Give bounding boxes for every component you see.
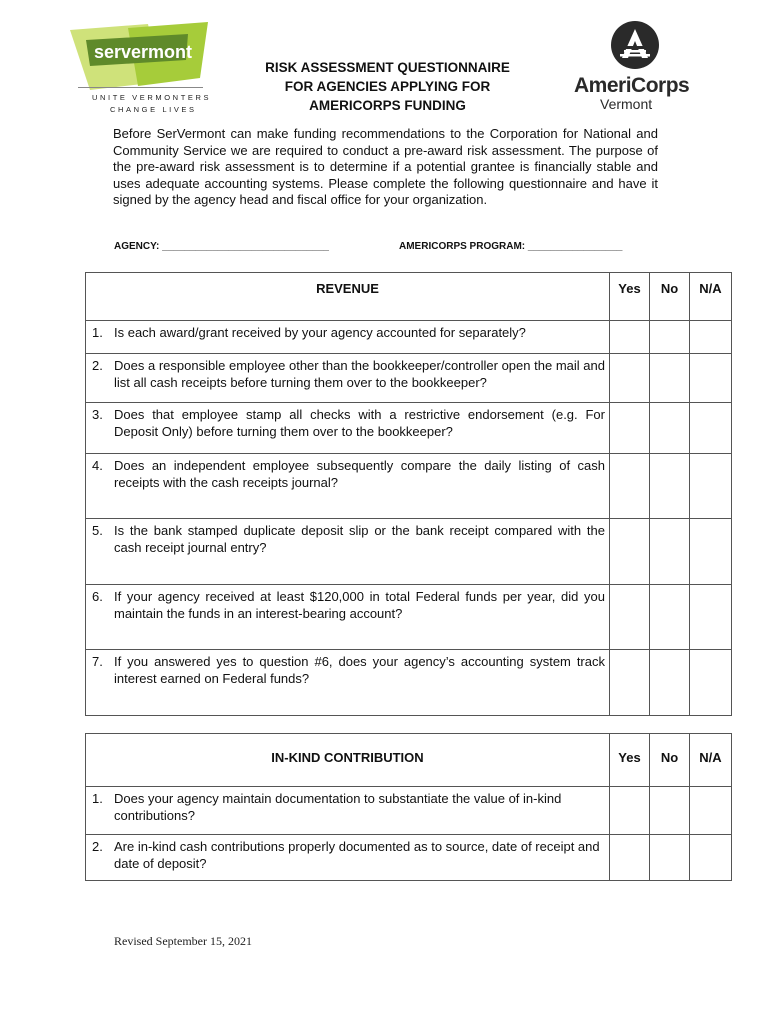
servermont-logo-text: servermont xyxy=(94,42,193,62)
question-cell: 3. Does that employee stamp all checks with a restrictive endorsement (e.g. For Deposit Only) before turning them over to the bookkeeper? xyxy=(86,403,610,454)
question-text: Are in-kind cash contributions properly documented as to source, date of receipt and date of deposit? xyxy=(114,839,600,871)
na-checkbox[interactable] xyxy=(690,354,732,403)
question-cell: 2. Does a responsible employee other than the bookkeeper/controller open the mail and list all cash receipts before turning them over to the bookkeeper? xyxy=(86,354,610,403)
revision-date: Revised September 15, 2021 xyxy=(114,934,252,948)
table-row xyxy=(86,354,732,403)
question-text: Does a responsible employee other than the bookkeeper/controller open the mail and list all cash receipts before turning them over to the bookkeeper? xyxy=(114,358,605,390)
table-row xyxy=(86,787,732,835)
question-cell: 5. Is the bank stamped duplicate deposit slip or the bank receipt compared with the cash receipt journal entry? xyxy=(86,519,610,585)
americorps-vermont: Vermont xyxy=(600,96,653,112)
americorps-program-field[interactable]: AMERICORPS PROGRAM: _________________ xyxy=(399,241,623,252)
americorps-logo xyxy=(568,20,698,115)
na-checkbox[interactable] xyxy=(690,519,732,585)
revenue-header-row xyxy=(86,273,732,321)
na-header: N/A xyxy=(690,273,732,321)
yes-checkbox[interactable] xyxy=(610,650,650,716)
intro-paragraph: Before SerVermont can make funding recommendations to the Corporation for National and Community Service we are required to conduct a pre-award risk assessment. The purpose of the pre-award risk assessment is to determine if a potential grantee is financially stable and uses adequate accounting systems. Please complete the following questionnaire and have it signed by the agency head and fiscal office for your organization. xyxy=(113,126,658,207)
table-row xyxy=(86,403,732,454)
revenue-heading: REVENUE xyxy=(86,273,610,321)
table-row xyxy=(86,519,732,585)
na-header: N/A xyxy=(690,734,732,787)
question-cell: 1. Is each award/grant received by your agency accounted for separately? xyxy=(86,321,610,354)
table-row xyxy=(86,321,732,354)
yes-checkbox[interactable] xyxy=(610,321,650,354)
na-checkbox[interactable] xyxy=(690,454,732,519)
table-row xyxy=(86,650,732,716)
inkind-heading: IN-KIND CONTRIBUTION xyxy=(86,734,610,787)
table-row xyxy=(86,454,732,519)
inkind-table xyxy=(85,733,732,881)
no-checkbox[interactable] xyxy=(650,321,690,354)
page-title xyxy=(230,58,545,115)
servermont-logo xyxy=(68,20,218,115)
no-header: No xyxy=(650,734,690,787)
question-cell: 2. Are in-kind cash contributions properly documented as to source, date of receipt and date of deposit? xyxy=(86,835,610,881)
question-cell: 6. If your agency received at least $120,000 in total Federal funds per year, did you maintain the funds in an interest-bearing account? xyxy=(86,585,610,650)
no-checkbox[interactable] xyxy=(650,787,690,835)
no-checkbox[interactable] xyxy=(650,585,690,650)
yes-checkbox[interactable] xyxy=(610,585,650,650)
no-checkbox[interactable] xyxy=(650,403,690,454)
yes-header: Yes xyxy=(610,273,650,321)
americorps-a-icon xyxy=(610,20,660,70)
inkind-header-row xyxy=(86,734,732,787)
question-cell: 1. Does your agency maintain documentation to substantiate the value of in-kind contributions? xyxy=(86,787,610,835)
no-checkbox[interactable] xyxy=(650,650,690,716)
question-text: If your agency received at least $120,000 in total Federal funds per year, did you maintain the funds in an interest-bearing account? xyxy=(114,589,605,621)
yes-checkbox[interactable] xyxy=(610,835,650,881)
question-text: Does that employee stamp all checks with a restrictive endorsement (e.g. For Deposit Only) before turning them over to the bookkeeper? xyxy=(114,407,605,439)
question-text: Is the bank stamped duplicate deposit slip or the bank receipt compared with the cash receipt journal entry? xyxy=(114,523,605,555)
question-cell: 7. If you answered yes to question #6, does your agency’s accounting system track interest earned on Federal funds? xyxy=(86,650,610,716)
title-line-3: AMERICORPS FUNDING xyxy=(309,98,466,113)
agency-field[interactable]: AGENCY: ______________________________ xyxy=(114,241,329,252)
servermont-tagline-2: CHANGE LIVES xyxy=(110,105,197,114)
yes-header: Yes xyxy=(610,734,650,787)
revenue-table xyxy=(85,272,732,716)
yes-checkbox[interactable] xyxy=(610,354,650,403)
no-checkbox[interactable] xyxy=(650,519,690,585)
table-row xyxy=(86,835,732,881)
no-checkbox[interactable] xyxy=(650,454,690,519)
yes-checkbox[interactable] xyxy=(610,519,650,585)
title-line-2: FOR AGENCIES APPLYING FOR xyxy=(284,79,491,94)
no-header: No xyxy=(650,273,690,321)
na-checkbox[interactable] xyxy=(690,321,732,354)
na-checkbox[interactable] xyxy=(690,787,732,835)
question-text: If you answered yes to question #6, does your agency’s accounting system track interest earned on Federal funds? xyxy=(114,654,605,686)
yes-checkbox[interactable] xyxy=(610,403,650,454)
title-line-1: RISK ASSESSMENT QUESTIONNAIRE xyxy=(265,60,510,75)
na-checkbox[interactable] xyxy=(690,835,732,881)
no-checkbox[interactable] xyxy=(650,835,690,881)
table-row xyxy=(86,585,732,650)
yes-checkbox[interactable] xyxy=(610,787,650,835)
na-checkbox[interactable] xyxy=(690,650,732,716)
na-checkbox[interactable] xyxy=(690,403,732,454)
servermont-tagline-1: UNITE VERMONTERS xyxy=(92,93,212,102)
question-text: Is each award/grant received by your agency accounted for separately? xyxy=(114,325,526,340)
question-text: Does an independent employee subsequently compare the daily listing of cash receipts with the cash receipts journal? xyxy=(114,458,605,490)
na-checkbox[interactable] xyxy=(690,585,732,650)
servermont-logo-graphic xyxy=(68,20,218,95)
americorps-wordmark: AmeriCorps xyxy=(574,74,690,97)
no-checkbox[interactable] xyxy=(650,354,690,403)
yes-checkbox[interactable] xyxy=(610,454,650,519)
question-text: Does your agency maintain documentation to substantiate the value of in-kind contributions? xyxy=(114,791,562,823)
question-cell: 4. Does an independent employee subsequently compare the daily listing of cash receipts with the cash receipts journal? xyxy=(86,454,610,519)
